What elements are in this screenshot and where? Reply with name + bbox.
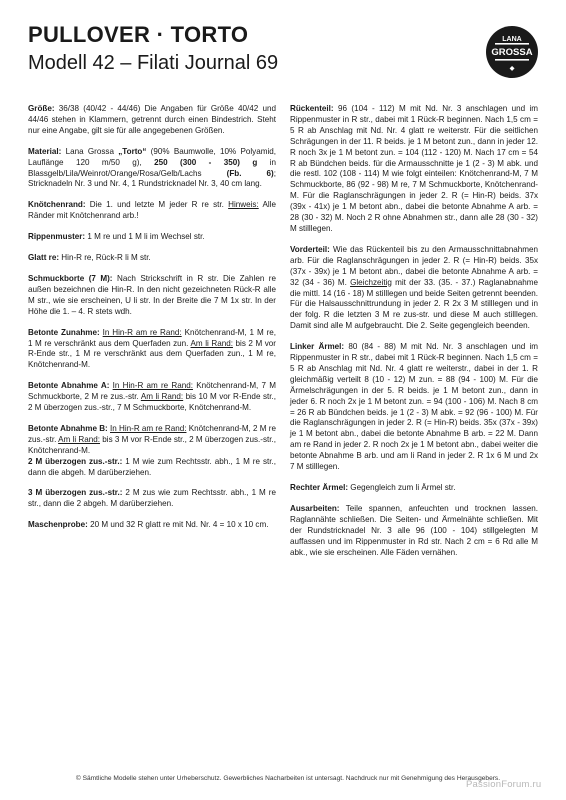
- material-text-3: in Blassgelb/Lila/Weinrot/Orange/Rosa/Gelb/Lachs: [28, 157, 276, 178]
- front-label: Vorderteil:: [290, 244, 330, 254]
- increase-text-1: Knötchenrand-M, 1 M re, 1 M re verschränkt aus dem Querfaden zun.: [28, 327, 277, 348]
- finishing-label: Ausarbeiten:: [290, 503, 340, 513]
- decrease-b-text-1: Knötchenrand-M, 2 M re zus.-str.: [28, 423, 276, 444]
- yarn-amount: 250 (300 - 350) g: [154, 157, 258, 167]
- increase-text-2: bis 2 M vor R-Ende str., 1 M re verschränkt aus dem Querfaden zun., 1 M re, Knötchenrand-M.: [28, 338, 276, 370]
- ssk3-section: [28, 488, 276, 510]
- right-sleeve-text: Gegengleich zum li Ärmel str.: [348, 483, 456, 492]
- front-text-2: mit der 33. (35. - 37.) Raglanabnahme die mittl. 14 (16 - 18) M stilllegen und beide Seiten getrennt beenden. Für die Halsausschnittrundung in jeder 2. R 2x 3 M stilllegen und in der folg. R die letzten 3 M re zus-str. und diese M auch stilllegen. Damit sind alle M aufgebraucht. Die 2. Seite gegengleich beenden.: [290, 277, 538, 331]
- decrease-a-left-edge: Am li Rand:: [140, 392, 184, 402]
- back-section: [290, 104, 538, 235]
- svg-text:LANA: LANA: [502, 36, 522, 43]
- right-column: [290, 104, 538, 568]
- size-label: Größe:: [28, 104, 55, 113]
- site-watermark: PassionForum.ru: [466, 779, 542, 790]
- copyright-footer: © Sämtliche Modelle stehen unter Urheberschutz. Gewerbliches Nacharbeiten ist untersagt. Nachdruck nur mit Genehmigung des Herausgebers.: [75, 775, 501, 782]
- stockinette-text: Hin-R re, Rück-R li M str.: [59, 253, 151, 263]
- increase-section: [28, 328, 276, 372]
- selvedge-label: Knötchenrand:: [28, 200, 86, 210]
- color-number: (Fb. 6): [226, 168, 274, 178]
- ssk3-text: 2 M zus wie zum Rechtsstr. abh., 1 M re str., dann die 2 abgeh. M darüberziehen.: [28, 488, 276, 509]
- front-simultaneously: Gleichzeitig: [350, 277, 392, 287]
- material-text-4: ; Stricknadeln Nr. 3 und Nr. 4, 1 Rundstricknadel Nr. 3, 40 cm lang.: [28, 168, 277, 189]
- ssk2-section: [28, 457, 276, 479]
- decrease-a-label: Betonte Abnahme A:: [28, 381, 110, 391]
- stockinette-section: [28, 253, 276, 264]
- svg-text:◆: ◆: [509, 66, 515, 72]
- gauge-label: Maschenprobe:: [28, 520, 88, 530]
- decrease-b-right-edge: In Hin-R am re Rand:: [110, 423, 187, 433]
- gauge-text: 20 M und 32 R glatt re mit Nd. Nr. 4 = 10 x 10 cm.: [87, 520, 269, 530]
- ssk2-label: 2 M überzogen zus.-str.:: [28, 456, 123, 466]
- left-sleeve-text: 80 (84 - 88) M mit Nd. Nr. 3 anschlagen und im Rippenmuster in R str., dabei mit 1 Rück-R beginnen. Nach 1,5 cm = 5 R ab Anschlag mit Nd. Nr. 4 glatt re weiterstr., dabei in der 1. R gleichmäßig verteilt 8 (10 - 12) M zun. = 88 (94 - 100) M. Für die Ärmelschrägungen in der 5. R beids. je 1 M betont zun., dann in jeder 6. R noch 2x je 1 M betont zun. = 94 (100 - 106) M. Nach 8 cm = 26 R ab Bündchen beids. je 1 (2 - 3) M abk. = 92 (96 - 100) M. Für die Raglanschrägungen in jeder 2. R (= Hin-R) beids. 35x (37x - 39x) je 1 M betont abn., dabei die betonte Abnahme B arb. = 22 M. Dann am re Rand in jeder 2. R noch 2x je 1 M betont abn., dabei weiter die betonte Abnahme B arb. und am li Rand in jeder 2. R 1x 6 M und 2x 7 M stilllegen.: [290, 342, 538, 472]
- selvedge-text-2: Alle Ränder mit Knötchenrand arb.!: [28, 200, 276, 221]
- left-sleeve-label: Linker Ärmel:: [290, 342, 345, 352]
- yarn-name: „Torto“: [118, 146, 147, 156]
- finishing-section: [290, 504, 538, 559]
- rib-label: Rippenmuster:: [28, 232, 86, 242]
- decrease-a-right-edge: In Hin-R am re Rand:: [112, 381, 193, 391]
- selvedge-note-label: Hinweis:: [228, 200, 259, 210]
- back-text: 96 (104 - 112) M mit Nd. Nr. 3 anschlagen und im Rippenmuster in R str., dabei mit 1 Rück-R beginnen. Nach 1,5 cm = 5 R ab Anschlag mit Nd. Nr. 4 glatt re weiterstr. Für die seitlichen Schrägungen in der 11. R beids. je 1 M betont zun., dann in jeder 12. R noch 3x je 1 M betont zun. = 104 (112 - 120) M. Nach 17 cm = 54 R ab Bündchen beids. für die Armausschnitte je 1 (2 - 3) M abk. und die restl. 102 (108 - 114) M wie folgt einteilen: Knötchenrand-M, 7 M Schmuckborte, 86 (92 - 98) M re, 7 M Schmuckborte, Knötchenrand-M. Für die Raglanschrägungen in jeder 2. R (= Hin-R) beids. 37x (39x - 41x) je 1 M betont abn., dabei die betonte Abnahme A arb. = 28 (30 - 32) M. Noch 2 R ohne Abnahmen str., dann alle 28 (30 - 32) M stilllegen.: [290, 104, 538, 233]
- material-text-2: (90% Baumwolle, 10% Polyamid, Lauflänge 120 m/50 g),: [28, 146, 276, 167]
- selvedge-section: [28, 200, 276, 222]
- size-section: [28, 104, 276, 137]
- decrease-b-section: [28, 424, 276, 457]
- material-text-1: Lana Grossa: [61, 146, 119, 156]
- decrease-b-left-edge: Am li Rand:: [58, 434, 101, 444]
- decrease-b-text-2: bis 3 M vor R-Ende str., 2 M überzogen zus.-str., Knötchenrand-M.: [28, 434, 276, 455]
- ssk2-text: 1 M wie zum Rechtsstr. abh., 1 M re str., dann die abgeh. M darüberziehen.: [28, 456, 276, 477]
- decrease-a-section: [28, 381, 276, 414]
- border-label: Schmuckborte (7 M):: [28, 273, 113, 283]
- ssk3-label: 3 M überzogen zus.-str.:: [28, 488, 123, 498]
- right-sleeve-label: Rechter Ärmel:: [290, 483, 349, 492]
- svg-text:GROSSA: GROSSA: [491, 47, 533, 58]
- border-text: Nach Strickschrift in R str. Die Zahlen re außen bezeichnen die Hin-R. In den nicht gezeichneten Rück-R alle M str., wie sie erscheinen, U li str. In der Breite die 7 M 1x str. In der Höhe die 1. – 4. R stets wdh.: [28, 273, 276, 316]
- left-sleeve-section: [290, 342, 538, 473]
- left-column: [28, 104, 276, 541]
- back-label: Rückenteil:: [290, 104, 334, 113]
- gauge-section: [28, 520, 276, 531]
- decrease-a-text-2: bis 10 M vor R-Ende str., 2 M überzogen zus.-str., 7 M Schmuckborte, Knötchenrand-M.: [28, 392, 276, 413]
- stockinette-label: Glatt re:: [28, 253, 60, 263]
- lana-grossa-logo: [486, 26, 538, 78]
- pattern-title: PULLOVER · TORTO: [28, 22, 249, 47]
- increase-left-edge: Am li Rand:: [190, 338, 233, 348]
- selvedge-text-1: Die 1. und letzte M jeder R re str.: [85, 200, 229, 210]
- material-section: [28, 147, 276, 191]
- rib-section: [28, 232, 276, 243]
- decrease-a-text-1: Knötchenrand-M, 7 M Schmuckborte, 2 M re zus.-str.: [28, 381, 277, 402]
- finishing-text: Teile spannen, anfeuchten und trocknen lassen. Raglannähte schließen. Die Seiten- und Ärmelnähte schließen. Mit der Rundstricknadel Nr. 3 alle 96 (100 - 104) stillgelegten M auffassen und im Rippenmuster in Rd str. Nach 2 cm = 6 Rd alle M abk., wie sie erscheinen. Alle Fäden vernähen.: [290, 503, 538, 557]
- increase-right-edge: In Hin-R am re Rand:: [102, 327, 182, 337]
- increase-label: Betonte Zunahme:: [28, 327, 100, 337]
- rib-text: 1 M re und 1 M li im Wechsel str.: [85, 232, 205, 242]
- right-sleeve-section: [290, 483, 538, 494]
- front-text-1: Wie das Rückenteil bis zu den Armausschnittabnahmen arb. Für die Raglanschrägungen in jeder 2. R (= Hin-R) beids. 35x (37x - 39x) je 1 M betont abn., dabei die betonte Abnahme A arb. = 32 (34 - 36) M.: [290, 244, 538, 287]
- decrease-b-label: Betonte Abnahme B:: [28, 423, 108, 433]
- material-label: Material:: [28, 146, 62, 156]
- size-text: 36/38 (40/42 - 44/46) Die Angaben für Größe 40/42 und 44/46 stehen in Klammern, getrennt durch einen Bindestrich. Steht nur eine Angabe, gilt sie für alle angegebenen Größen.: [28, 104, 276, 135]
- front-section: [290, 245, 538, 332]
- pattern-subtitle: Modell 42 – Filati Journal 69: [28, 52, 279, 74]
- border-section: [28, 274, 276, 318]
